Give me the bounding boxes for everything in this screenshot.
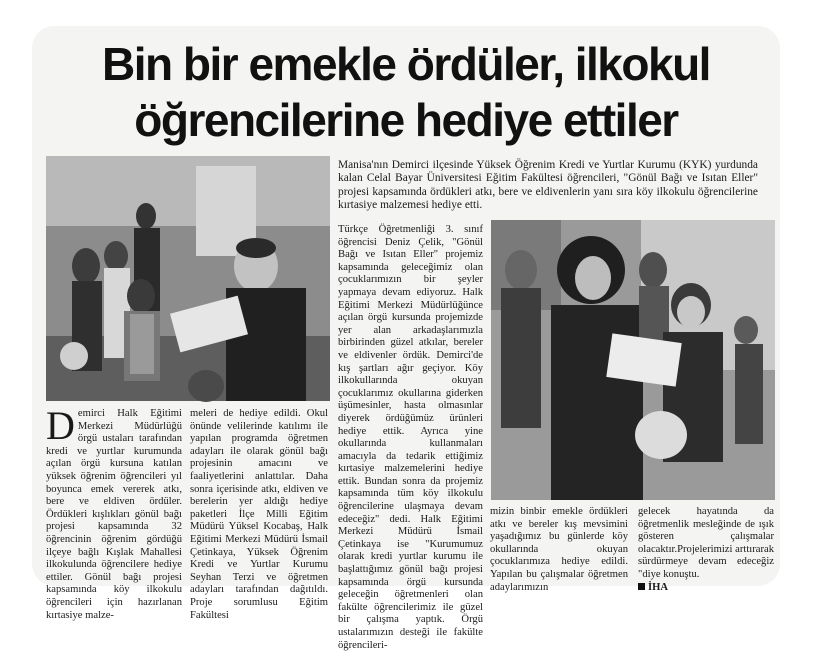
headline-line-2: öğrencilerine hediye ettiler	[134, 94, 678, 146]
headline-line-1: Bin bir emekle ördüler, ilkokul	[102, 38, 710, 90]
body-column-4: mizin binbir emekle ördükleri atkı ve bereler kış mevsimini yaşadığımız bu günlerde köy okullarında okuyan çocuklarımıza hediye edildi. Yapılan bu çalışmalar öğretmen adaylarımızın	[490, 506, 628, 593]
body-column-3: Türkçe Öğretmenliği 3. sınıf öğrencisi Deniz Çelik, "Gönül Bağı ve Isıtan Eller" projemiz kapsamında geleceğimiz olan çocuklarımızın bir şeyler yapmaya devam ediyoruz. Halk Eğitimi Merkezi Müdürlüğünce açılan örgü kursunda projemizde yer alan arkadaşlarımızla birbirinden güzel atkılar, bereler ve eldivenler ördük. Demirci'de kış şartları ağır geçiyor. Köy ilkokullarında okuyan çocuklarımız okullarına giderken üşümesinler, hasta olmasınlar diyerek ördüğümüz ürünleri hediye ettik. Ayrıca yine okullarında kullanmaları amacıyla da tedarik ettiğimiz kırtasiye malzemelerini hediye ettik. Bundan sonra da projemiz kapsamında tüm köy ilkokulu öğrencilerine ulaşmaya devam edeceğiz" dedi. Halk Eğitimi Merkezi Müdürü İsmail Çetinkaya ise "Kurumumuz olarak kredi yurtlar kurumu ile başlattığımız gönül bağı projesi kapsamında örgü kursunda geleceğin öğretmenleri olan fakülte öğrencilerimiz ile güzel bir çalışma yaptık. Örgü ustalarımızın desteği ile fakülte öğrencileri-	[338, 224, 483, 651]
photo-woman-with-child	[491, 220, 775, 500]
photo-gift-handover-image	[46, 156, 330, 401]
body-column-1	[46, 403, 182, 621]
photo-gift-handover	[46, 156, 330, 401]
body-column-5-text: gelecek hayatında da öğretmenlik mesleğinde de ışık gösteren çalışmalar olacaktır.Projelerimizi arttırarak sürdürmeye devam edeceğiz "diye konuştu.	[638, 506, 774, 580]
news-agency-signature: İHA	[638, 582, 774, 595]
body-column-2: meleri de hediye edildi. Okul önünde velilerinde katılımı ile yapılan programda öğretmen adayları ile olarak gönül bağı projesinin amacını ve faaliyetlerini anlattılar. Daha sonra içerisinde atkı, eldiven ve berelerin yer aldığı hediye paketleri İlçe Milli Eğitim Müdürü Yüksel Kocabaş, Halk Eğitimi Merkezi Müdürü İsmail Çetinkaya, Yüksek Öğrenim Kredi ve Yurtlar Kurumu Seyhan Terzi ve öğretmen adayları tarafından dağıtıldı. Proje sorumlusu Eğitim Fakültesi	[190, 408, 328, 621]
body-column-1-text: emirci Halk Eğitimi Merkezi Müdürlüğü örgü ustaları tarafından kredi ve yurtlar kurumunda açılan örgü kursuna katılan yüksek öğrenim öğrencileri yıl boyunca emek vererek atkı, bere ve eldiven ördüler. Ördükleri kışlıkları gönül bağı projesi kapsamında 32 öğrencinin öğrenim gördüğü ilçeye bağlı Kışlak Mahallesi ilkokulunda öğrencilere hediye ettiler. Gönül bağı projesi kapsamında köy ilkokulu öğrencileri için hazırlanan kırtasiye malze-	[46, 408, 182, 621]
lead-paragraph: Manisa'nın Demirci ilçesinde Yüksek Öğrenim Kredi ve Yurtlar Kurumu (KYK) yurdunda kalan Celal Bayar Üniversitesi Eğitim Fakültesi öğrencileri, "Gönül Bağı ve Isıtan Eller" projesi kapsamında ördükleri atkı, bere ve eldivenlerin yanı sıra köy ilkokulu öğrencilerine kırtasiye malzemesi hediye etti.	[338, 159, 758, 212]
body-column-5	[638, 506, 774, 593]
photo-woman-with-child-image	[491, 220, 775, 500]
drop-cap: D	[46, 403, 75, 448]
newspaper-clipping	[32, 26, 780, 651]
